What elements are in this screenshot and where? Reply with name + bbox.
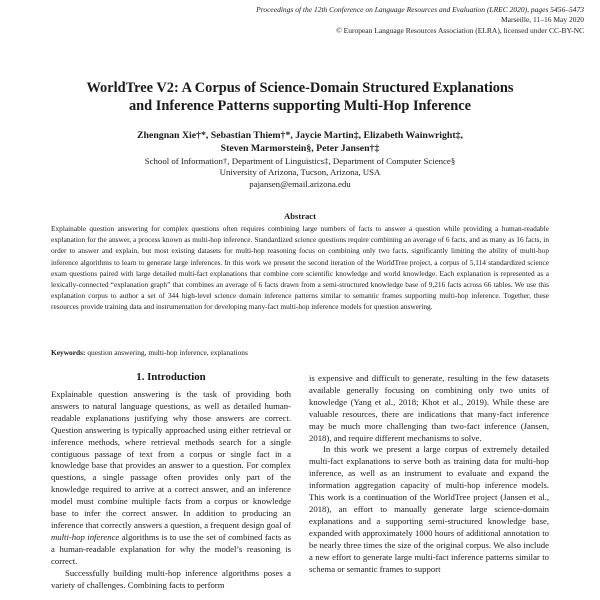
paper-title [0, 79, 600, 115]
intro-paragraph-4: In this work we present a large corpus of extremely detailed multi-fact explanations to serve both as training data for multi-hop inference, as well as an instrument to evaluate and expand the information aggregation capacity of multi-hop inference models. This work is a continuation of the WorldTree project (Jansen et al., 2018), an effort to manually generate large science-domain explanations and a supporting semi-structured knowledge base, expanded with approximately 1000 hours of additional annotation to be nearly three times the size of the original corpus. We also include a new effort to generate large multi-fact inference patterns similar to schema or semantic frames to support [309, 444, 549, 574]
author-list [0, 130, 600, 155]
section-heading-introduction: 1. Introduction [136, 371, 206, 383]
abstract-text: Explainable question answering for complex questions often requires combining large numbers of facts to answer a question while providing a human-readable explanation for the answer, a process known as multi-hop inference. Standardized science questions require combining an average of 6 facts, and as many as 16 facts, in order to answer and explain, but most existing datasets for multi-hop reasoning focus on combining only two facts, significantly limiting the ability of multi-hop inference algorithms to learn to generate large inferences. In this work we present the second iteration of the WorldTree project, a corpus of 5,114 standardized science exam questions paired with large detailed multi-fact explanations that combine core scientific knowledge and world knowledge. Each explanation is represented as a lexically-connected “explanation graph” that combines an average of 6 facts drawn from a semi-structured knowledge base of 9,216 facts across 66 tables. We use this explanation corpus to author a set of 344 high-level science domain inference patterns similar to semantic frames supporting multi-hop inference. Together, these resources provide training data and instrumentation for developing many-fact multi-hop inference models for question answering. [51, 224, 549, 312]
license-line: © European Language Resources Association (ELRA), licensed under CC-BY-NC [336, 25, 584, 35]
emphasis-multi-hop: multi-hop inference [51, 531, 120, 542]
keywords-text: question answering, multi-hop inference, explanations [87, 348, 248, 357]
location-line: Marseille, 11–16 May 2020 [500, 15, 584, 25]
venue-line: Proceedings of the 12th Conference on Language Resources and Evaluation (LREC 2020), pages 5456–5473 [256, 5, 584, 14]
affiliations [0, 156, 600, 190]
title-line-2: and Inference Patterns supporting Multi-Hop Inference [128, 98, 472, 114]
abstract-heading: Abstract [284, 211, 316, 221]
intro-paragraph-1: Explainable question answering is the task of providing both answers to natural language questions, as well as detailed human-readable explanations justifying why those answers are correct. Question answering is typically approached using either retrieval or inference methods, where retrieval methods search for a single contiguous passage of text from a corpus or single fact in a knowledge base that provides an answer to a question. For complex questions, a single passage often provides only part of the knowledge required to arrive at a correct answer, and an inference model must combine multiple facts from a corpus or knowledge base to infer the correct answer. In addition to producing an inference that correctly answers a question, a frequent design goal of multi-hop inference algorithms is to use the set of combined facts as a human-readable explanation for why the model’s reasoning is correct. [51, 389, 292, 566]
left-column [51, 389, 291, 591]
keywords-label: Keywords: [51, 348, 86, 357]
right-column [309, 373, 549, 575]
authors-line-2: Steven Marmorstein§, Peter Jansen†‡ [220, 142, 380, 154]
keywords [51, 347, 549, 358]
page-header [254, 5, 584, 36]
contact-email: pajansen@email.arizona.edu [249, 178, 351, 189]
intro-paragraph-2: Successfully building multi-hop inference algorithms poses a variety of challenges. Combining facts to perform [51, 567, 291, 590]
authors-line-1: Zhengnan Xie†*, Sebastian Thiem†*, Jaycie Martin‡, Elizabeth Wainwright‡, [137, 130, 463, 141]
title-line-1: WorldTree V2: A Corpus of Science-Domain Structured Explanations [86, 80, 514, 96]
affiliation-line-2: University of Arizona, Tucson, Arizona, USA [219, 167, 381, 178]
intro-paragraph-3: is expensive and difficult to generate, resulting in the few datasets available generally focusing on combining only two units of knowledge (Yang et al., 2018; Khot et al., 2019). While these are valuable resources, there are indications that many-fact inference may be much more challenging than two-fact inference (Jansen, 2018), and require different mechanisms to solve. [309, 373, 549, 443]
affiliation-line-1: School of Information†, Department of Linguistics‡, Department of Computer Science§ [144, 156, 456, 166]
